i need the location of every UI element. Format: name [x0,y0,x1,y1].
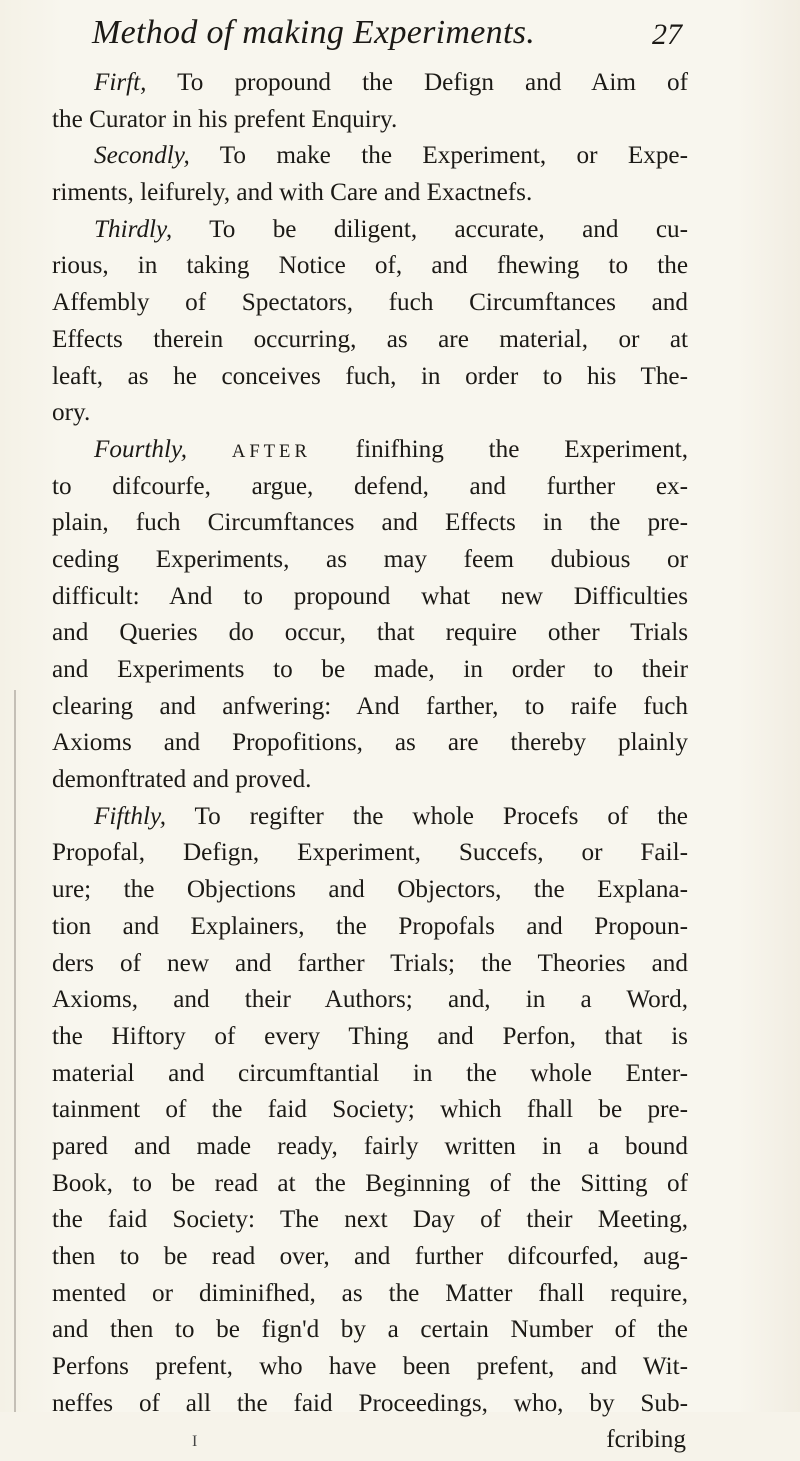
catchword: fcribing [606,1426,686,1454]
text-line: ders of new and farther Trials; the Theories and [52,949,688,977]
text-line: and Queries do occur, that require other Trials [52,619,688,647]
page-number: 27 [652,18,682,51]
text-line: and then to be fign'd by a certain Number of the [52,1316,688,1344]
text-line: tainment of the faid Society; which fhall be pre- [52,1096,688,1124]
text-line: demonftrated and proved. [52,766,312,794]
section-ordinal: Fourthly, [94,435,188,463]
text-line: ceding Experiments, as may feem dubious or [52,545,688,573]
text-line: leaft, as he conceives fuch, in order to his The- [52,362,688,390]
text-line: then to be read over, and further difcourfed, aug- [52,1243,688,1270]
text-line: the Hiftory of every Thing and Perfon, that is [52,1022,688,1050]
section-ordinal: Secondly, [94,142,190,170]
text-line: to difcourfe, argue, defend, and further ex- [52,472,688,500]
text-line: material and circumftantial in the whole Enter- [52,1059,688,1087]
text-line: neffes of all the faid Proceedings, who, by Sub- [52,1389,688,1417]
body-text [52,65,688,1459]
section-ordinal: Fifthly, [94,802,167,830]
page-header [92,14,682,62]
text-line: Firft, To propound the Defign and Aim of [94,69,688,96]
text-line: Book, to be read at the Beginning of the Sitting of [52,1169,688,1197]
text-line: Thirdly, To be diligent, accurate, and cu- [94,215,688,243]
text-line: ure; the Objections and Objectors, the Explana- [52,876,688,904]
text-line: Perfons prefent, who have been prefent, and Wit- [52,1353,688,1381]
text-line: Fourthly, AFTER finifhing the Experiment, [94,435,689,463]
text-line: the Curator in his prefent Enquiry. [52,105,398,133]
signature-mark: I [192,1433,198,1451]
text-line: plain, fuch Circumftances and Effects in the pre- [52,509,688,537]
text-line: mented or diminifhed, as the Matter fhall require, [52,1279,688,1307]
text-line: pared and made ready, fairly written in a bound [52,1132,688,1160]
text-line: difficult: And to propound what new Difficulties [52,582,688,610]
text-line: Affembly of Spectators, fuch Circumftances and [52,289,688,317]
text-line: and Experiments to be made, in order to their [52,656,688,683]
running-head: Method of making Experiments. [92,14,536,51]
text-line: Fifthly, To regifter the whole Procefs of the [94,802,688,830]
text-line: Effects therein occurring, as are material, or at [52,325,688,353]
page-footer [52,1422,688,1459]
text-line: riments, leifurely, and with Care and Exactnefs. [52,179,533,207]
section-ordinal: Thirdly, [94,215,173,243]
text-line: Axioms and Propofitions, as are thereby plainly [52,729,688,757]
section-ordinal: Firft, [94,69,147,96]
page-edge-shadow [14,690,16,1412]
text-line: Axioms, and their Authors; and, in a Word, [52,986,688,1014]
text-line: the faid Society: The next Day of their Meeting, [52,1206,688,1234]
text-line: ory. [52,399,91,427]
text-line: rious, in taking Notice of, and fhewing to the [52,252,688,280]
text-line: Propofal, Defign, Experiment, Succefs, or Fail- [52,839,688,867]
text-line: clearing and anfwering: And farther, to raife fuch [52,692,688,720]
text-line: tion and Explainers, the Propofals and Propoun- [52,912,688,940]
text-line: Secondly, To make the Experiment, or Expe- [94,142,688,170]
